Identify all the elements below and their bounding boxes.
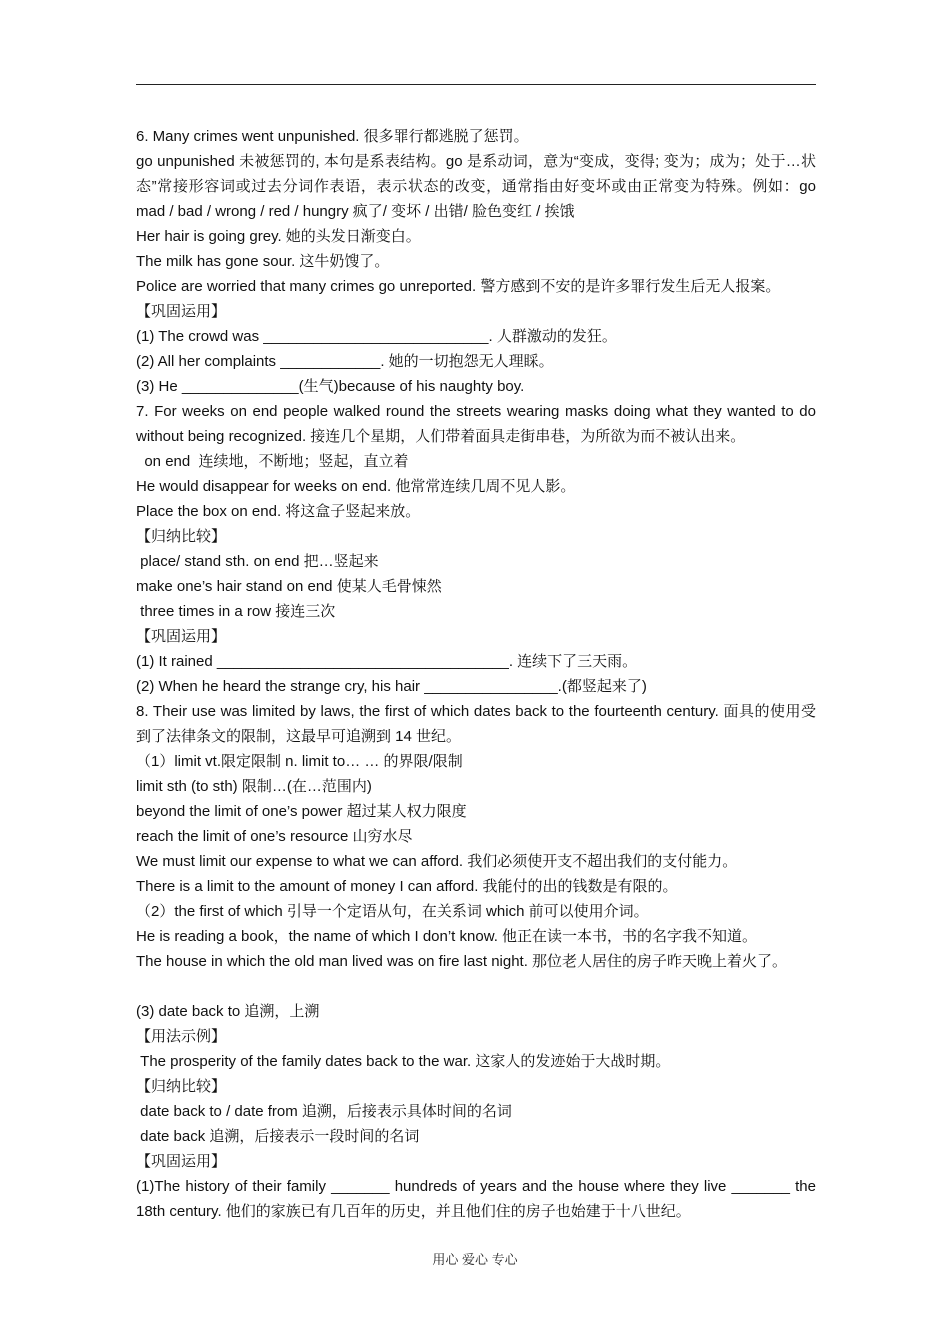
text-line: Police are worried that many crimes go unreported. 警方感到不安的是许多罪行发生后无人报案。 <box>136 278 781 295</box>
text-line: 7. For weeks on end people walked round the streets wearing masks doing what they wanted to do without being recognized. 接连几个星期，人们带着面具走街串巷，为所欲为而不被认出来。 <box>136 403 821 445</box>
text-line: The prosperity of the family dates back to the war. 这家人的发迹始于大战时期。 <box>136 1053 671 1070</box>
text-line: on end 连续地，不断地；竖起，直立着 <box>136 453 409 470</box>
text-line: beyond the limit of one’s power 超过某人权力限度 <box>136 803 467 820</box>
section-heading: 【巩固运用】 <box>136 1153 227 1170</box>
text-line: reach the limit of one’s resource 山穷水尽 <box>136 828 413 845</box>
section-heading: 【归纳比较】 <box>136 528 227 545</box>
exercise-line: (1) It rained ___________________________________. 连续下了三天雨。 <box>136 653 638 670</box>
text-line: 8. Their use was limited by laws, the first of which dates back to the fourteenth century. 面具的使用受到了法律条文的限制，这最早可追溯到 14 世纪。 <box>136 703 816 745</box>
text-line: （2）the first of which 引导一个定语从句，在关系词 which 前可以使用介词。 <box>136 903 649 920</box>
exercise-line: (1)The history of their family _______ hundreds of years and the house where they live _______ the 18th century. 他们的家族已有几百年的历史，并且他们住的房子也始建于十八世纪。 <box>136 1178 821 1220</box>
text-line: （1）limit vt.限定限制 n. limit to… … 的界限/限制 <box>136 753 463 770</box>
exercise-line: (1) The crowd was ___________________________. 人群激动的发狂。 <box>136 328 617 345</box>
text-line: 6. Many crimes went unpunished. 很多罪行都逃脱了惩罚。 <box>136 128 529 145</box>
text-line: (3) date back to 追溯，上溯 <box>136 1003 320 1020</box>
text-line: date back to / date from 追溯，后接表示具体时间的名词 <box>136 1103 512 1120</box>
text-line: There is a limit to the amount of money I can afford. 我能付的出的钱数是有限的。 <box>136 878 678 895</box>
section-heading: 【用法示例】 <box>136 1028 227 1045</box>
text-line: three times in a row 接连三次 <box>136 603 336 620</box>
text-line: place/ stand sth. on end 把…竖起来 <box>136 553 379 570</box>
text-line: Her hair is going grey. 她的头发日渐变白。 <box>136 228 421 245</box>
exercise-line: (3) He ______________(生气)because of his naughty boy. <box>136 378 525 395</box>
section-heading: 【归纳比较】 <box>136 1078 227 1095</box>
text-line: limit sth (to sth) 限制…(在…范围内) <box>136 778 372 795</box>
text-line: He is reading a book，the name of which I don’t know. 他正在读一本书，书的名字我不知道。 <box>136 928 758 945</box>
header-rule <box>136 84 816 85</box>
text-line: The house in which the old man lived was on fire last night. 那位老人居住的房子昨天晚上着火了。 <box>136 953 788 970</box>
blank-line <box>136 974 816 999</box>
section-heading: 【巩固运用】 <box>136 628 227 645</box>
exercise-line: (2) When he heard the strange cry, his hair ________________.(都竖起来了) <box>136 678 647 695</box>
section-heading: 【巩固运用】 <box>136 303 227 320</box>
text-line: go unpunished 未被惩罚的, 本句是系表结构。go 是系动词，意为“变成，变得; 变为；成为；处于…状态”常接形容词或过去分词作表语，表示状态的改变，通常指由好变坏或由正常变为特殊。例如：go mad / bad / wrong / red / hungry 疯了/ 变坏 / 出错/ 脸色变红 / 挨饿 <box>136 153 821 220</box>
text-line: He would disappear for weeks on end. 他常常连续几周不见人影。 <box>136 478 576 495</box>
text-line: Place the box on end. 将这盒子竖起来放。 <box>136 503 421 520</box>
text-line: make one’s hair stand on end 使某人毛骨悚然 <box>136 578 442 595</box>
text-line: We must limit our expense to what we can afford. 我们必须使开支不超出我们的支付能力。 <box>136 853 738 870</box>
text-line: The milk has gone sour. 这牛奶馊了。 <box>136 253 390 270</box>
page-footer: 用心 爱心 专心 <box>432 1252 518 1267</box>
text-line: date back 追溯，后接表示一段时间的名词 <box>136 1128 420 1145</box>
exercise-line: (2) All her complaints ____________. 她的一切抱怨无人理睬。 <box>136 353 554 370</box>
document-body <box>136 124 821 1224</box>
